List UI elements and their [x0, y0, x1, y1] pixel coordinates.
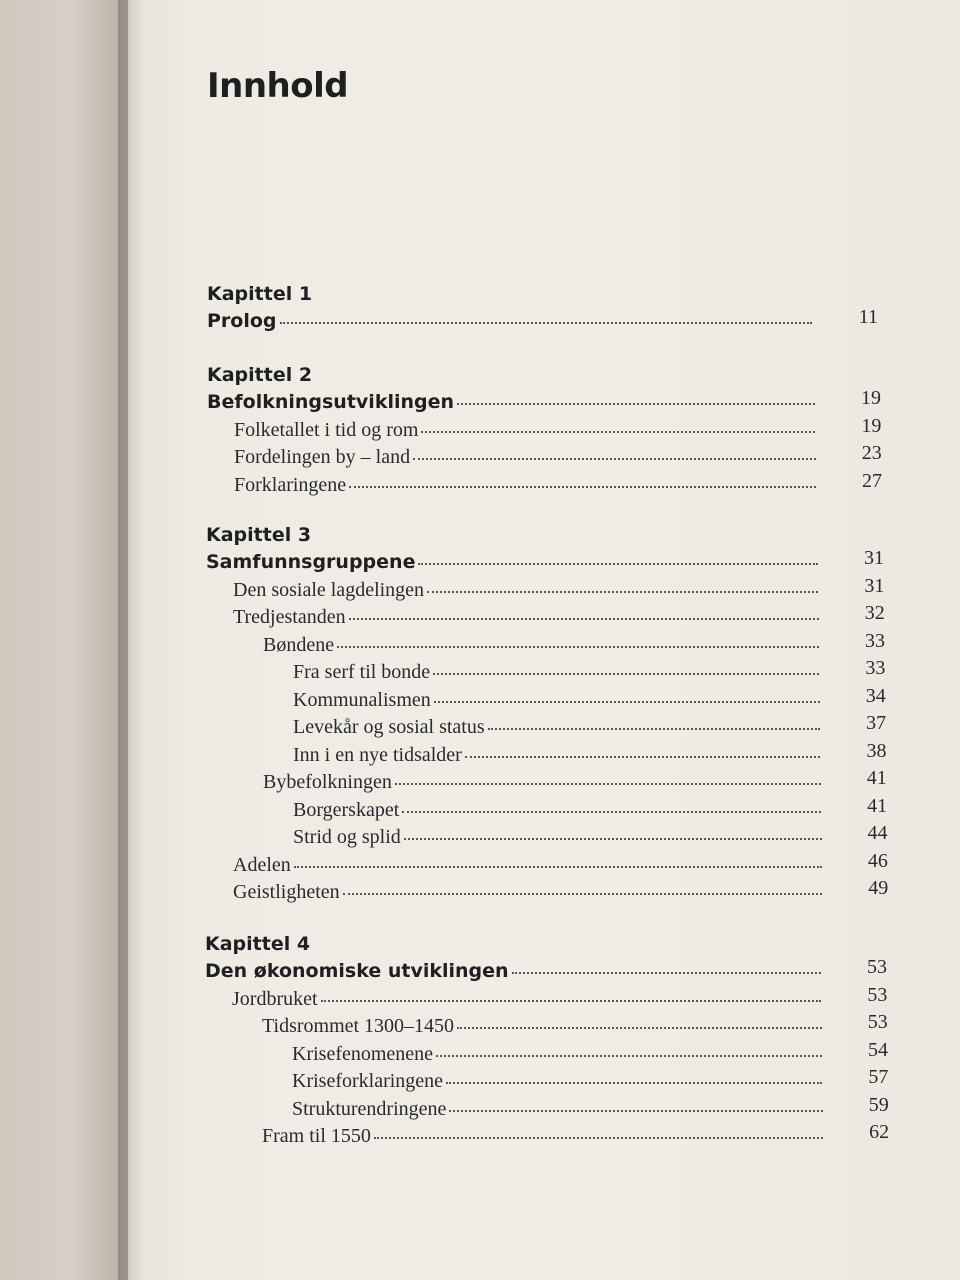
dot-leader [337, 646, 819, 648]
toc-section-entry[interactable] [292, 1043, 825, 1066]
toc-section-entry[interactable] [234, 419, 818, 442]
toc-section-entry[interactable] [263, 634, 822, 657]
dot-leader [427, 591, 818, 593]
entry-title: Den sosiale lagdelingen [233, 578, 425, 601]
toc-section-entry[interactable] [234, 446, 819, 469]
page-number: 49 [868, 877, 889, 899]
entry-title: Samfunnsgruppene [206, 551, 416, 573]
entry-title: Jordbruket [232, 987, 318, 1010]
toc-section-entry[interactable] [233, 881, 825, 904]
toc-chapter-entry[interactable] [207, 310, 815, 332]
page-number: 37 [866, 712, 887, 734]
dot-leader [488, 728, 820, 730]
page-number: 41 [866, 767, 887, 789]
toc-section-entry[interactable] [293, 689, 823, 712]
entry-title: Geistligheten [233, 881, 340, 903]
dot-leader [457, 403, 815, 405]
dot-leader [418, 563, 818, 565]
page-number: 62 [869, 1121, 890, 1143]
dot-leader [395, 783, 821, 785]
entry-title: Befolkningsutviklingen [207, 391, 455, 413]
toc-section-entry[interactable] [292, 1070, 825, 1093]
chapter-label: Kapittel 3 [206, 524, 312, 546]
page-title: Innhold [207, 66, 349, 106]
dot-leader [436, 1055, 822, 1057]
page-number: 38 [866, 739, 887, 762]
page-number: 59 [868, 1093, 889, 1116]
toc-section-entry[interactable] [293, 716, 823, 739]
entry-title: Inn i en nye tidsalder [293, 743, 462, 766]
dot-leader [349, 486, 816, 488]
toc-chapter-entry[interactable] [206, 551, 821, 573]
page-number: 53 [867, 956, 887, 978]
toc-section-entry[interactable] [292, 1098, 826, 1121]
dot-leader [449, 1110, 822, 1112]
entry-title: Tredjestanden [233, 606, 346, 628]
page-number: 32 [864, 602, 885, 624]
page-number: 53 [867, 983, 888, 1006]
toc-section-entry[interactable] [234, 474, 819, 497]
chapter-label: Kapittel 1 [207, 283, 313, 305]
dot-leader [404, 838, 822, 840]
page-number: 53 [867, 1011, 888, 1033]
entry-title: Tidsrommet 1300–1450 [262, 1015, 455, 1037]
dot-leader [433, 673, 819, 675]
toc-section-entry[interactable] [233, 579, 821, 602]
page-number: 11 [858, 306, 878, 328]
page-number: 31 [864, 574, 885, 597]
entry-title: Strid og splid [293, 826, 401, 848]
toc-section-entry[interactable] [232, 988, 824, 1011]
entry-title: Strukturendringene [292, 1097, 447, 1120]
page-number: 27 [862, 469, 883, 492]
page-number: 33 [865, 657, 886, 679]
toc-section-entry[interactable] [262, 1125, 826, 1148]
page-number: 41 [867, 794, 888, 817]
toc-section-entry[interactable] [263, 771, 824, 794]
entry-title: Folketallet i tid og rom [234, 418, 419, 441]
entry-title: Levekår og sosial status [293, 716, 485, 738]
dot-leader [512, 972, 821, 974]
dot-leader [280, 322, 812, 324]
dot-leader [457, 1027, 822, 1029]
toc-section-entry[interactable] [293, 799, 824, 822]
entry-title: Den økonomiske utviklingen [205, 960, 509, 982]
page-number: 19 [861, 414, 882, 437]
toc-section-entry[interactable] [262, 1015, 825, 1038]
dot-leader [465, 756, 821, 758]
toc-chapter-entry[interactable] [205, 960, 824, 982]
dot-leader [374, 1137, 823, 1139]
toc-section-entry[interactable] [293, 826, 825, 849]
chapter-label: Kapittel 4 [205, 933, 311, 955]
toc-section-entry[interactable] [293, 661, 822, 684]
dot-leader [434, 701, 820, 703]
entry-title: Fra serf til bonde [293, 661, 431, 683]
entry-title: Bybefolkningen [263, 771, 392, 793]
page-number: 19 [861, 387, 881, 409]
toc-chapter-entry[interactable] [207, 391, 818, 413]
entry-title: Krisefenomenene [292, 1042, 434, 1065]
dot-leader [413, 458, 816, 460]
entry-title: Forklaringene [234, 473, 347, 496]
entry-title: Kommunalismen [293, 688, 431, 711]
toc-section-entry[interactable] [233, 606, 822, 629]
toc-section-entry[interactable] [233, 854, 825, 877]
entry-title: Adelen [233, 853, 291, 876]
entry-title: Bøndene [263, 633, 335, 656]
entry-title: Fordelingen by – land [234, 446, 411, 468]
page-number: 54 [868, 1038, 889, 1061]
page-number: 34 [865, 684, 886, 707]
page-number: 33 [865, 629, 886, 652]
entry-title: Borgerskapet [293, 798, 400, 821]
page-number: 31 [864, 547, 884, 569]
page-number: 46 [867, 849, 888, 872]
dot-leader [446, 1082, 822, 1084]
entry-title: Prolog [207, 310, 277, 332]
page-number: 23 [861, 442, 882, 464]
dot-leader [402, 811, 821, 813]
toc-section-entry[interactable] [293, 744, 823, 767]
dot-leader [349, 618, 819, 620]
dot-leader [321, 1000, 822, 1002]
entry-title: Fram til 1550 [262, 1125, 371, 1147]
page-number: 57 [868, 1066, 889, 1088]
chapter-label: Kapittel 2 [207, 364, 313, 386]
dot-leader [343, 893, 823, 895]
dot-leader [294, 866, 822, 868]
entry-title: Kriseforklaringene [292, 1070, 444, 1092]
dot-leader [421, 431, 815, 433]
page-number: 44 [867, 822, 888, 844]
